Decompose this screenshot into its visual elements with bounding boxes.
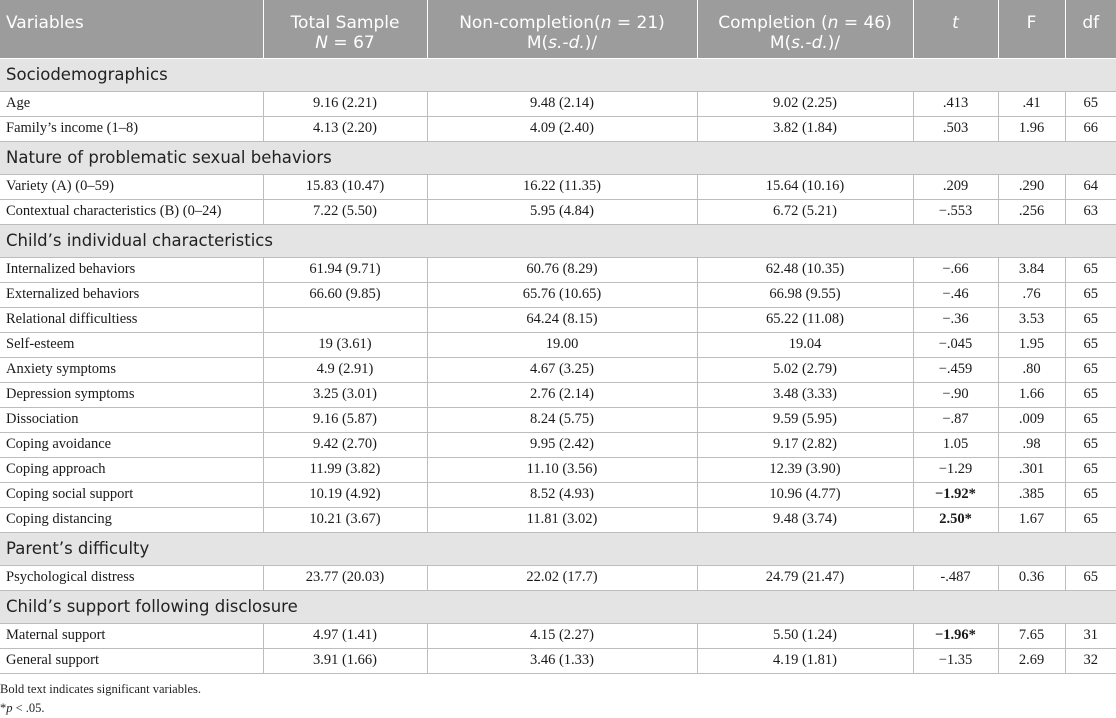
- cell-df: 63: [1065, 199, 1116, 224]
- cell-total-sample: 9.16 (5.87): [263, 407, 427, 432]
- cell-f: .41: [998, 91, 1065, 116]
- cell-t: −.36: [913, 307, 998, 332]
- table-row: [0, 91, 1116, 116]
- cell-variable: Internalized behaviors: [0, 257, 263, 282]
- cell-df: 66: [1065, 116, 1116, 141]
- header-total-n: N: [315, 33, 329, 53]
- table-notes: [0, 680, 201, 718]
- cell-variable: General support: [0, 648, 263, 673]
- header-row: [0, 0, 1116, 58]
- table-row: [0, 257, 1116, 282]
- cell-completion: 6.72 (5.21): [697, 199, 913, 224]
- cell-completion: 12.39 (3.90): [697, 457, 913, 482]
- cell-f: .385: [998, 482, 1065, 507]
- cell-variable: Contextual characteristics (B) (0–24): [0, 199, 263, 224]
- cell-completion: 66.98 (9.55): [697, 282, 913, 307]
- cell-f: .98: [998, 432, 1065, 457]
- cell-completion: 19.04: [697, 332, 913, 357]
- table-row: [0, 382, 1116, 407]
- cell-noncompletion: 3.46 (1.33): [427, 648, 697, 673]
- cell-noncompletion: 11.81 (3.02): [427, 507, 697, 532]
- cell-noncompletion: 64.24 (8.15): [427, 307, 697, 332]
- cell-completion: 65.22 (11.08): [697, 307, 913, 332]
- header-completion-close: )/: [827, 33, 841, 53]
- cell-f: 3.53: [998, 307, 1065, 332]
- cell-f: .80: [998, 357, 1065, 382]
- cell-df: 31: [1065, 623, 1116, 648]
- cell-df: 65: [1065, 507, 1116, 532]
- table-row: [0, 307, 1116, 332]
- cell-total-sample: 15.83 (10.47): [263, 174, 427, 199]
- cell-total-sample: 19 (3.61): [263, 332, 427, 357]
- section-row: [0, 590, 1116, 623]
- header-noncompletion: [427, 0, 697, 58]
- table-row: [0, 199, 1116, 224]
- cell-f: 1.66: [998, 382, 1065, 407]
- cell-total-sample: 10.19 (4.92): [263, 482, 427, 507]
- cell-t: −.90: [913, 382, 998, 407]
- cell-variable: Anxiety symptoms: [0, 357, 263, 382]
- cell-total-sample: 23.77 (20.03): [263, 565, 427, 590]
- cell-f: 7.65: [998, 623, 1065, 648]
- cell-f: 1.96: [998, 116, 1065, 141]
- cell-df: 65: [1065, 457, 1116, 482]
- header-completion: [697, 0, 913, 58]
- header-f: F: [998, 0, 1065, 58]
- cell-variable: Family’s income (1–8): [0, 116, 263, 141]
- cell-t: −1.29: [913, 457, 998, 482]
- header-total-count: = 67: [328, 33, 375, 53]
- cell-total-sample: 4.9 (2.91): [263, 357, 427, 382]
- cell-f: 1.95: [998, 332, 1065, 357]
- cell-noncompletion: 4.15 (2.27): [427, 623, 697, 648]
- section-title: Nature of problematic sexual behaviors: [0, 141, 1116, 174]
- cell-total-sample: [263, 307, 427, 332]
- table-row: [0, 565, 1116, 590]
- cell-noncompletion: 60.76 (8.29): [427, 257, 697, 282]
- note-threshold: < .05.: [12, 701, 45, 715]
- header-t: t: [913, 0, 998, 58]
- cell-t: .413: [913, 91, 998, 116]
- cell-variable: Self-esteem: [0, 332, 263, 357]
- table-row: [0, 174, 1116, 199]
- header-completion-sd: s.-d.: [791, 33, 828, 53]
- cell-completion: 9.17 (2.82): [697, 432, 913, 457]
- cell-completion: 9.02 (2.25): [697, 91, 913, 116]
- cell-total-sample: 3.25 (3.01): [263, 382, 427, 407]
- table-row: [0, 648, 1116, 673]
- header-noncompletion-label: Non-completion(: [459, 13, 601, 33]
- cell-t: 1.05: [913, 432, 998, 457]
- table-row: [0, 407, 1116, 432]
- cell-df: 32: [1065, 648, 1116, 673]
- header-completion-n: n: [827, 13, 839, 33]
- cell-noncompletion: 16.22 (11.35): [427, 174, 697, 199]
- cell-variable: Age: [0, 91, 263, 116]
- cell-t: −.459: [913, 357, 998, 382]
- cell-df: 65: [1065, 91, 1116, 116]
- cell-total-sample: 4.97 (1.41): [263, 623, 427, 648]
- cell-df: 65: [1065, 307, 1116, 332]
- header-variables: Variables: [0, 0, 263, 58]
- table-row: [0, 507, 1116, 532]
- cell-df: 65: [1065, 432, 1116, 457]
- cell-t: .209: [913, 174, 998, 199]
- note-bold: Bold text indicates significant variables.: [0, 682, 201, 696]
- cell-variable: Coping social support: [0, 482, 263, 507]
- header-noncompletion-close: )/: [584, 33, 598, 53]
- table-body: [0, 58, 1116, 673]
- cell-variable: Coping avoidance: [0, 432, 263, 457]
- cell-total-sample: 4.13 (2.20): [263, 116, 427, 141]
- cell-completion: 9.59 (5.95): [697, 407, 913, 432]
- cell-t: −1.96*: [913, 623, 998, 648]
- table-row: [0, 457, 1116, 482]
- cell-completion: 24.79 (21.47): [697, 565, 913, 590]
- cell-variable: Coping approach: [0, 457, 263, 482]
- cell-noncompletion: 9.48 (2.14): [427, 91, 697, 116]
- header-noncompletion-count: = 21): [611, 13, 665, 33]
- header-completion-count: = 46): [838, 13, 892, 33]
- cell-variable: Coping distancing: [0, 507, 263, 532]
- cell-variable: Maternal support: [0, 623, 263, 648]
- cell-total-sample: 11.99 (3.82): [263, 457, 427, 482]
- cell-variable: Dissociation: [0, 407, 263, 432]
- section-row: [0, 58, 1116, 91]
- cell-total-sample: 9.16 (2.21): [263, 91, 427, 116]
- cell-completion: 4.19 (1.81): [697, 648, 913, 673]
- table-row: [0, 623, 1116, 648]
- cell-noncompletion: 22.02 (17.7): [427, 565, 697, 590]
- cell-total-sample: 10.21 (3.67): [263, 507, 427, 532]
- section-row: [0, 141, 1116, 174]
- header-noncompletion-m: M(: [526, 33, 549, 53]
- section-row: [0, 532, 1116, 565]
- cell-noncompletion: 9.95 (2.42): [427, 432, 697, 457]
- cell-noncompletion: 8.52 (4.93): [427, 482, 697, 507]
- cell-f: 2.69: [998, 648, 1065, 673]
- cell-total-sample: 9.42 (2.70): [263, 432, 427, 457]
- cell-t: 2.50*: [913, 507, 998, 532]
- header-completion-m: M(: [769, 33, 792, 53]
- cell-t: -.487: [913, 565, 998, 590]
- cell-completion: 10.96 (4.77): [697, 482, 913, 507]
- cell-noncompletion: 5.95 (4.84): [427, 199, 697, 224]
- cell-variable: Psychological distress: [0, 565, 263, 590]
- cell-df: 65: [1065, 332, 1116, 357]
- note-significance: [0, 699, 201, 718]
- cell-t: −.46: [913, 282, 998, 307]
- cell-noncompletion: 8.24 (5.75): [427, 407, 697, 432]
- cell-f: 1.67: [998, 507, 1065, 532]
- cell-f: .256: [998, 199, 1065, 224]
- table-row: [0, 282, 1116, 307]
- cell-df: 65: [1065, 382, 1116, 407]
- note-p: p: [6, 701, 13, 715]
- cell-t: .503: [913, 116, 998, 141]
- cell-t: −.87: [913, 407, 998, 432]
- cell-f: .009: [998, 407, 1065, 432]
- cell-f: 3.84: [998, 257, 1065, 282]
- header-total-line1: Total Sample: [290, 13, 400, 33]
- cell-df: 65: [1065, 565, 1116, 590]
- cell-noncompletion: 19.00: [427, 332, 697, 357]
- cell-completion: 62.48 (10.35): [697, 257, 913, 282]
- cell-df: 65: [1065, 482, 1116, 507]
- cell-t: −1.92*: [913, 482, 998, 507]
- cell-t: −.553: [913, 199, 998, 224]
- cell-noncompletion: 2.76 (2.14): [427, 382, 697, 407]
- header-df: df: [1065, 0, 1116, 58]
- cell-f: 0.36: [998, 565, 1065, 590]
- cell-df: 65: [1065, 407, 1116, 432]
- cell-noncompletion: 4.09 (2.40): [427, 116, 697, 141]
- cell-noncompletion: 65.76 (10.65): [427, 282, 697, 307]
- cell-f: .290: [998, 174, 1065, 199]
- cell-df: 65: [1065, 282, 1116, 307]
- cell-completion: 3.48 (3.33): [697, 382, 913, 407]
- cell-variable: Variety (A) (0–59): [0, 174, 263, 199]
- cell-completion: 9.48 (3.74): [697, 507, 913, 532]
- cell-completion: 3.82 (1.84): [697, 116, 913, 141]
- cell-variable: Externalized behaviors: [0, 282, 263, 307]
- section-title: Child’s individual characteristics: [0, 224, 1116, 257]
- table-row: [0, 432, 1116, 457]
- cell-f: .76: [998, 282, 1065, 307]
- cell-completion: 5.50 (1.24): [697, 623, 913, 648]
- header-completion-label: Completion (: [718, 13, 828, 33]
- header-noncompletion-sd: s.-d.: [548, 33, 585, 53]
- cell-variable: Relational difficultiess: [0, 307, 263, 332]
- cell-t: −.045: [913, 332, 998, 357]
- table-row: [0, 332, 1116, 357]
- cell-completion: 5.02 (2.79): [697, 357, 913, 382]
- section-title: Parent’s difficulty: [0, 532, 1116, 565]
- cell-df: 65: [1065, 257, 1116, 282]
- table-row: [0, 357, 1116, 382]
- section-title: Child’s support following disclosure: [0, 590, 1116, 623]
- cell-df: 64: [1065, 174, 1116, 199]
- header-noncompletion-n: n: [600, 13, 612, 33]
- cell-t: −.66: [913, 257, 998, 282]
- cell-noncompletion: 4.67 (3.25): [427, 357, 697, 382]
- cell-t: −1.35: [913, 648, 998, 673]
- section-row: [0, 224, 1116, 257]
- note-star: *: [0, 701, 7, 715]
- cell-total-sample: 61.94 (9.71): [263, 257, 427, 282]
- table-row: [0, 116, 1116, 141]
- cell-total-sample: 3.91 (1.66): [263, 648, 427, 673]
- section-title: Sociodemographics: [0, 58, 1116, 91]
- cell-df: 65: [1065, 357, 1116, 382]
- header-total-sample: [263, 0, 427, 58]
- cell-variable: Depression symptoms: [0, 382, 263, 407]
- cell-completion: 15.64 (10.16): [697, 174, 913, 199]
- cell-noncompletion: 11.10 (3.56): [427, 457, 697, 482]
- cell-f: .301: [998, 457, 1065, 482]
- cell-total-sample: 66.60 (9.85): [263, 282, 427, 307]
- table-row: [0, 482, 1116, 507]
- cell-total-sample: 7.22 (5.50): [263, 199, 427, 224]
